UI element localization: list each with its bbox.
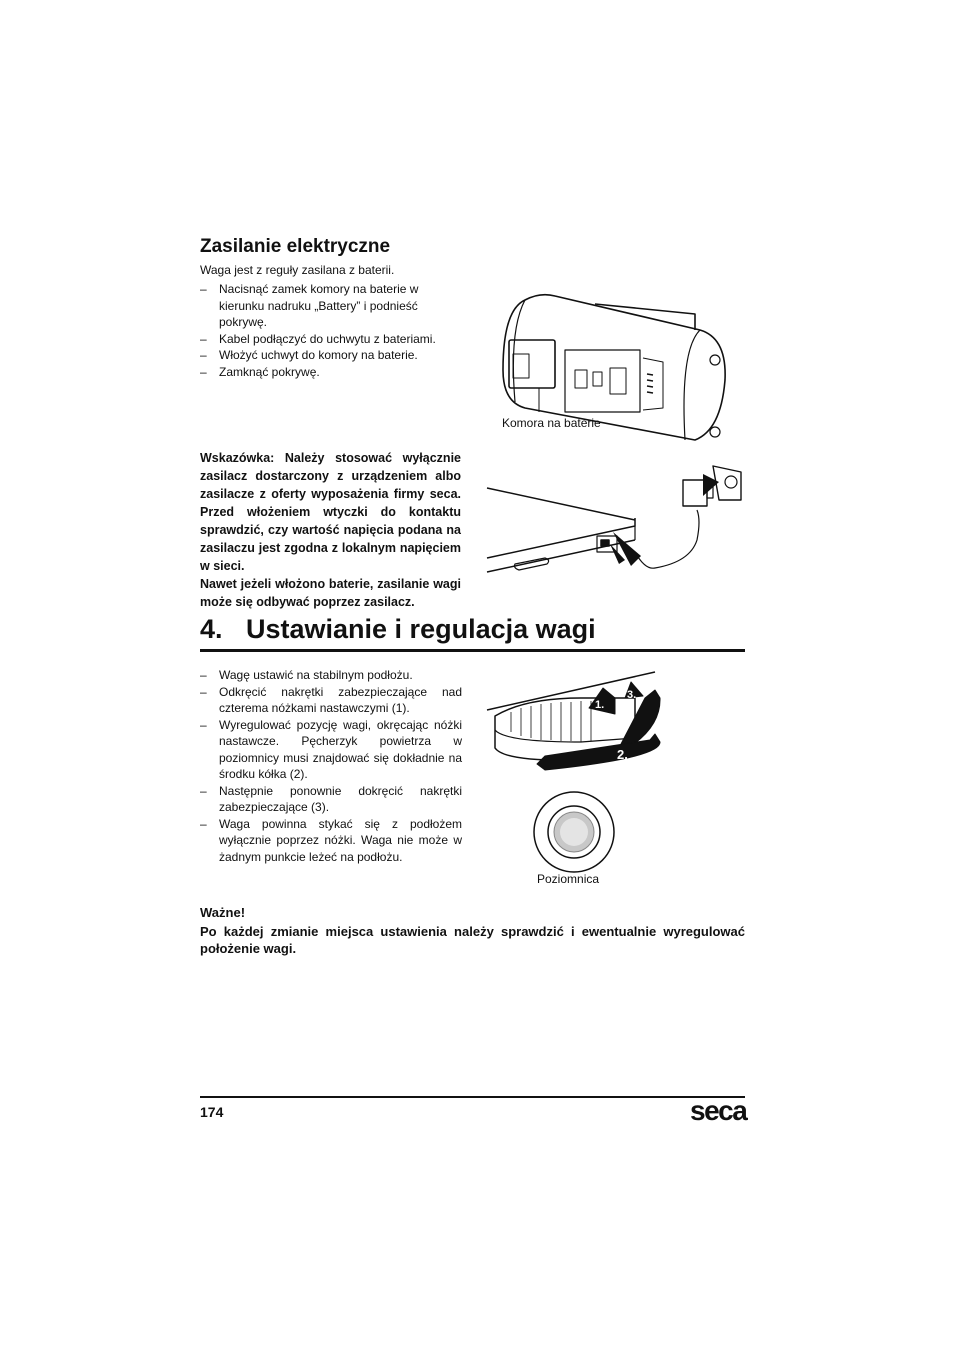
list-item: – Wagę ustawić na stabilnym podłożu. <box>200 667 462 684</box>
foot-step-3-label: 3. <box>627 689 637 701</box>
note-paragraph: Nawet jeżeli włożono baterie, zasilanie wagi może się odbywać poprzez zasilacz. <box>200 577 461 609</box>
list-item: – Nacisnąć zamek komory na baterie w kierunku nadruku „Battery” i podnieść pokrywę. <box>200 281 462 331</box>
list-item: – Kabel podłączyć do uchwytu z bateriami. <box>200 331 462 348</box>
spirit-level-caption: Poziomnica <box>537 872 600 886</box>
chapter-heading <box>200 614 745 652</box>
list-item: – Zamknąć pokrywę. <box>200 364 462 381</box>
power-adapter-illustration <box>485 460 747 585</box>
list-item: – Waga powinna stykać się z podłożem wyłącznie poprzez nóżki. Waga nie może w żadnym punkcie leżeć na podłożu. <box>200 816 462 866</box>
list-item: – Odkręcić nakrętki zabezpieczające nad czterema nóżkami nastawczymi (1). <box>200 684 462 717</box>
foot-adjustment-illustration <box>485 668 667 778</box>
list-item: – Wyregulować pozycję wagi, okręcając nóżki nastawcze. Pęcherzyk powietrza w poziomnicy musi znajdować się dokładnie na środku kółka (2). <box>200 717 462 783</box>
footer-rule <box>200 1096 745 1098</box>
foot-step-1-label: 1. <box>595 699 605 711</box>
section-heading-power: Zasilanie elektryczne <box>200 236 391 257</box>
page-number: 174 <box>200 1104 224 1120</box>
seca-logo: seca <box>690 1095 747 1126</box>
power-steps-list <box>200 281 462 380</box>
setup-steps-list <box>200 667 462 865</box>
list-item: – Następnie ponownie dokręcić nakrętki zabezpieczające (3). <box>200 783 462 816</box>
power-supply-note <box>200 449 461 611</box>
list-item: – Włożyć uchwyt do komory na baterie. <box>200 347 462 364</box>
important-text: Po każdej zmianie miejsca ustawienia należy sprawdzić i ewentualnie wyregulować położenie wagi. <box>200 924 745 956</box>
foot-step-2-label: 2. <box>617 747 628 762</box>
chapter-title: Ustawianie i regulacja wagi <box>246 614 596 644</box>
important-title: Ważne! <box>200 905 246 920</box>
battery-compartment-caption: Komora na baterie <box>502 416 601 430</box>
chapter-number: 4. <box>200 614 223 644</box>
spirit-level-illustration <box>532 790 616 874</box>
note-paragraph: Wskazówka: Należy stosować wyłącznie zasilacz dostarczony z urządzeniem albo zasilacze z oferty wyposażenia firmy seca. Przed włożeniem wtyczki do kontaktu sprawdzić, czy wartość napięcia podana na zasilaczu jest zgodna z lokalnym napięciem w sieci. <box>200 451 461 573</box>
power-intro: Waga jest z reguły zasilana z baterii. <box>200 263 395 277</box>
